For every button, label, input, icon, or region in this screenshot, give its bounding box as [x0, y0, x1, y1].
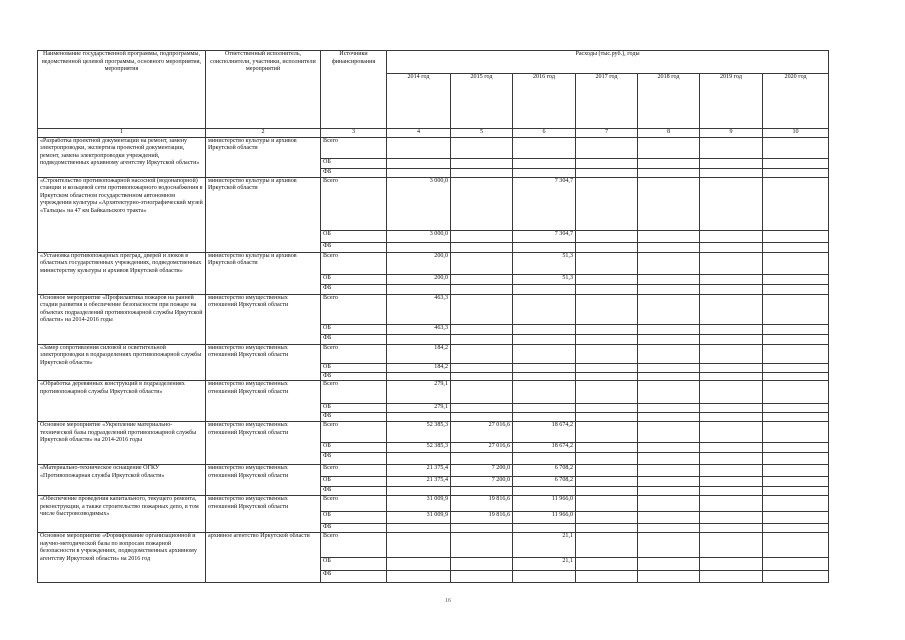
amount-cell — [700, 158, 763, 168]
amount-cell — [700, 363, 763, 372]
amount-cell: 51,3 — [513, 252, 576, 274]
amount-cell — [451, 524, 513, 533]
activity-name-cell: «Обработка деревянных конструкций в подразделениях противопожарной службы Иркутской области» — [38, 381, 206, 422]
amount-cell — [513, 524, 576, 533]
amount-cell — [387, 158, 451, 168]
activity-name-cell: «Материально-техническое оснащение ОГКУ «Противопожарная служба Иркутской области» — [38, 465, 206, 496]
amount-cell — [763, 363, 829, 372]
amount-cell — [513, 372, 576, 381]
amount-cell — [576, 477, 638, 487]
amount-cell — [576, 372, 638, 381]
amount-cell: 200,0 — [387, 274, 451, 284]
funding-source-cell: Всего — [321, 344, 387, 363]
funding-source-cell: ОБ — [321, 230, 387, 242]
header-year: 2019 год — [700, 74, 763, 129]
amount-cell — [700, 372, 763, 381]
amount-cell — [638, 274, 700, 284]
funding-source-cell: Всего — [321, 137, 387, 158]
column-number: 1 — [38, 129, 206, 138]
amount-cell — [387, 168, 451, 177]
amount-cell — [576, 274, 638, 284]
amount-cell — [451, 404, 513, 413]
column-number: 6 — [513, 129, 576, 138]
amount-cell — [451, 168, 513, 177]
funding-source-cell: ОБ — [321, 324, 387, 334]
amount-cell: 21 375,4 — [387, 477, 451, 487]
amount-cell — [763, 274, 829, 284]
amount-cell — [576, 533, 638, 558]
amount-cell — [513, 168, 576, 177]
funding-source-cell: ФБ — [321, 284, 387, 294]
amount-cell — [638, 453, 700, 465]
amount-cell — [576, 524, 638, 533]
amount-cell — [451, 158, 513, 168]
amount-cell — [513, 413, 576, 422]
amount-cell — [638, 524, 700, 533]
amount-cell — [700, 477, 763, 487]
amount-cell: 31 009,9 — [387, 512, 451, 524]
amount-cell — [763, 137, 829, 158]
amount-cell — [451, 294, 513, 324]
activity-name-cell: «Установка противопожарных преград, дверей и люков в областных государственных учреждениях, подведомственных министерству культуры и архивов Иркутской области» — [38, 252, 206, 294]
amount-cell: 463,3 — [387, 324, 451, 334]
amount-cell — [576, 158, 638, 168]
executor-cell: министерство имущественных отношений Иркутской области — [206, 294, 321, 344]
amount-cell — [576, 242, 638, 252]
table-row — [38, 381, 829, 404]
executor-cell: министерство имущественных отношений Иркутской области — [206, 465, 321, 496]
table-body — [38, 137, 829, 583]
amount-cell: 279,1 — [387, 404, 451, 413]
column-number: 8 — [638, 129, 700, 138]
amount-cell — [513, 344, 576, 363]
amount-cell: 21,1 — [513, 533, 576, 558]
amount-cell: 184,2 — [387, 363, 451, 372]
executor-cell: министерство культуры и архивов Иркутской области — [206, 252, 321, 294]
amount-cell — [763, 252, 829, 274]
amount-cell — [451, 242, 513, 252]
table-row — [38, 137, 829, 158]
amount-cell: 11 966,0 — [513, 496, 576, 512]
amount-cell — [451, 487, 513, 496]
amount-cell: 7 200,0 — [451, 465, 513, 477]
amount-cell — [638, 477, 700, 487]
funding-source-cell: ОБ — [321, 158, 387, 168]
amount-cell — [387, 372, 451, 381]
amount-cell — [451, 324, 513, 334]
amount-cell — [387, 242, 451, 252]
amount-cell — [576, 443, 638, 453]
amount-cell — [763, 334, 829, 344]
amount-cell — [513, 363, 576, 372]
funding-source-cell: Всего — [321, 465, 387, 477]
amount-cell — [700, 177, 763, 230]
amount-cell — [638, 242, 700, 252]
executor-cell: министерство имущественных отношений Иркутской области — [206, 344, 321, 381]
amount-cell: 27 016,6 — [451, 443, 513, 453]
amount-cell — [700, 324, 763, 334]
amount-cell — [638, 381, 700, 404]
amount-cell — [700, 137, 763, 158]
amount-cell: 3 000,0 — [387, 230, 451, 242]
amount-cell — [638, 465, 700, 477]
amount-cell — [763, 465, 829, 477]
amount-cell: 19 816,6 — [451, 496, 513, 512]
amount-cell — [451, 372, 513, 381]
amount-cell — [638, 177, 700, 230]
activity-name-cell: «Замер сопротивления силовой и осветительной электропроводки в подразделениях противопожарной службы Иркутской области» — [38, 344, 206, 381]
funding-source-cell: Всего — [321, 294, 387, 324]
column-numbers-row — [38, 129, 829, 138]
funding-source-cell: ОБ — [321, 404, 387, 413]
table-row — [38, 252, 829, 274]
amount-cell — [638, 512, 700, 524]
amount-cell — [638, 137, 700, 158]
amount-cell — [638, 324, 700, 334]
table-row — [38, 533, 829, 558]
funding-source-cell: Всего — [321, 496, 387, 512]
amount-cell — [513, 381, 576, 404]
funding-source-cell: ОБ — [321, 477, 387, 487]
amount-cell — [700, 533, 763, 558]
amount-cell — [700, 496, 763, 512]
amount-cell — [763, 512, 829, 524]
amount-cell — [763, 242, 829, 252]
amount-cell: 184,2 — [387, 344, 451, 363]
executor-cell: министерство культуры и архивов Иркутской области — [206, 137, 321, 177]
amount-cell — [387, 487, 451, 496]
amount-cell — [576, 487, 638, 496]
amount-cell — [700, 413, 763, 422]
amount-cell — [513, 487, 576, 496]
amount-cell — [638, 294, 700, 324]
column-number: 10 — [763, 129, 829, 138]
amount-cell — [763, 284, 829, 294]
executor-cell: министерство имущественных отношений Иркутской области — [206, 496, 321, 533]
amount-cell: 7 200,0 — [451, 477, 513, 487]
amount-cell — [763, 453, 829, 465]
amount-cell: 200,0 — [387, 252, 451, 274]
table-row — [38, 294, 829, 324]
amount-cell — [763, 404, 829, 413]
amount-cell — [700, 294, 763, 324]
amount-cell — [638, 344, 700, 363]
amount-cell — [700, 344, 763, 363]
amount-cell: 7 304,7 — [513, 177, 576, 230]
amount-cell — [513, 158, 576, 168]
amount-cell — [576, 363, 638, 372]
amount-cell — [451, 137, 513, 158]
amount-cell — [638, 363, 700, 372]
amount-cell — [451, 453, 513, 465]
funding-source-cell: ОБ — [321, 274, 387, 284]
amount-cell — [451, 413, 513, 422]
amount-cell — [763, 422, 829, 443]
amount-cell — [513, 453, 576, 465]
funding-source-cell: Всего — [321, 252, 387, 274]
amount-cell — [638, 533, 700, 558]
executor-cell: министерство имущественных отношений Иркутской области — [206, 381, 321, 422]
amount-cell — [763, 344, 829, 363]
amount-cell — [700, 274, 763, 284]
amount-cell — [638, 422, 700, 443]
funding-source-cell: ФБ — [321, 524, 387, 533]
amount-cell — [700, 422, 763, 443]
amount-cell — [513, 294, 576, 324]
amount-cell — [700, 381, 763, 404]
header-name-column: Наименование государственной программы, подпрограммы, ведомственной целевой программы, основного мероприятия, мероприятия — [38, 51, 206, 129]
amount-cell: 6 708,2 — [513, 477, 576, 487]
amount-cell — [700, 230, 763, 242]
amount-cell — [700, 558, 763, 571]
header-row — [38, 51, 829, 74]
amount-cell — [763, 487, 829, 496]
amount-cell — [451, 252, 513, 274]
amount-cell — [451, 344, 513, 363]
amount-cell — [387, 137, 451, 158]
amount-cell — [700, 404, 763, 413]
amount-cell: 21,1 — [513, 558, 576, 571]
amount-cell — [387, 571, 451, 583]
amount-cell — [387, 558, 451, 571]
amount-cell: 27 016,6 — [451, 422, 513, 443]
amount-cell — [638, 158, 700, 168]
amount-cell — [451, 533, 513, 558]
amount-cell — [576, 413, 638, 422]
amount-cell — [576, 512, 638, 524]
funding-source-cell: ФБ — [321, 571, 387, 583]
amount-cell — [387, 413, 451, 422]
header-source-column: Источники финансирования — [321, 51, 387, 129]
header-year: 2020 год — [763, 74, 829, 129]
amount-cell — [513, 324, 576, 334]
amount-cell — [576, 381, 638, 404]
funding-source-cell: ФБ — [321, 487, 387, 496]
amount-cell — [763, 177, 829, 230]
amount-cell — [576, 496, 638, 512]
amount-cell — [700, 512, 763, 524]
amount-cell: 463,3 — [387, 294, 451, 324]
amount-cell — [763, 294, 829, 324]
amount-cell — [387, 284, 451, 294]
amount-cell — [763, 558, 829, 571]
amount-cell — [638, 230, 700, 242]
amount-cell — [451, 334, 513, 344]
amount-cell — [763, 381, 829, 404]
amount-cell — [700, 453, 763, 465]
amount-cell — [576, 344, 638, 363]
header-year: 2018 год — [638, 74, 700, 129]
amount-cell — [763, 324, 829, 334]
amount-cell — [576, 404, 638, 413]
amount-cell: 18 674,2 — [513, 443, 576, 453]
amount-cell — [451, 274, 513, 284]
amount-cell — [638, 487, 700, 496]
table-row — [38, 344, 829, 363]
funding-source-cell: ФБ — [321, 168, 387, 177]
amount-cell — [700, 284, 763, 294]
activity-name-cell: «Разработка проектной документации на ремонт, замену электропроводки, экспертиза проектной документации, ремонт, замена электропроводки учреждений, подведомственных архивному агентству Иркутской области» — [38, 137, 206, 177]
amount-cell — [638, 252, 700, 274]
amount-cell — [576, 422, 638, 443]
amount-cell — [700, 571, 763, 583]
amount-cell — [576, 252, 638, 274]
amount-cell — [576, 168, 638, 177]
activity-name-cell: «Обеспечение проведения капитального, текущего ремонта, реконструкции, а также строительство пожарных депо, в том числе быстровозводимых» — [38, 496, 206, 533]
amount-cell — [576, 334, 638, 344]
funding-source-cell: ФБ — [321, 372, 387, 381]
amount-cell: 7 304,7 — [513, 230, 576, 242]
header-year: 2014 год — [387, 74, 451, 129]
amount-cell — [576, 558, 638, 571]
executor-cell: архивное агентство Иркутской области — [206, 533, 321, 583]
funding-source-cell: ОБ — [321, 558, 387, 571]
amount-cell — [638, 372, 700, 381]
amount-cell — [763, 477, 829, 487]
column-number: 2 — [206, 129, 321, 138]
funding-source-cell: ФБ — [321, 413, 387, 422]
amount-cell — [763, 533, 829, 558]
table-row — [38, 177, 829, 230]
funding-source-cell: Всего — [321, 177, 387, 230]
funding-source-cell: Всего — [321, 533, 387, 558]
amount-cell — [513, 571, 576, 583]
amount-cell — [576, 324, 638, 334]
column-number: 5 — [451, 129, 513, 138]
header-year: 2016 год — [513, 74, 576, 129]
amount-cell — [451, 571, 513, 583]
amount-cell — [700, 465, 763, 477]
executor-cell: министерство культуры и архивов Иркутской области — [206, 177, 321, 252]
amount-cell: 31 009,9 — [387, 496, 451, 512]
table-row — [38, 496, 829, 512]
amount-cell: 21 375,4 — [387, 465, 451, 477]
amount-cell — [638, 334, 700, 344]
amount-cell — [387, 524, 451, 533]
amount-cell — [700, 443, 763, 453]
amount-cell: 6 708,2 — [513, 465, 576, 477]
amount-cell — [638, 404, 700, 413]
table-row — [38, 465, 829, 477]
amount-cell — [763, 443, 829, 453]
amount-cell — [763, 372, 829, 381]
amount-cell — [451, 230, 513, 242]
amount-cell — [451, 558, 513, 571]
funding-source-cell: ФБ — [321, 334, 387, 344]
funding-source-cell: ОБ — [321, 512, 387, 524]
activity-name-cell: «Строительство противопожарной насосной (водонапорной) станции и козьцевой сети противопожарного водоснабжения в Иркутском областном государственном автономном учреждении культуры «Архитектурно-этнографический музей «Тальцы» на 47 км Байкальского тракта» — [38, 177, 206, 252]
column-number: 4 — [387, 129, 451, 138]
funding-source-cell: ОБ — [321, 443, 387, 453]
amount-cell: 19 816,6 — [451, 512, 513, 524]
amount-cell — [700, 252, 763, 274]
amount-cell — [451, 284, 513, 294]
amount-cell — [576, 294, 638, 324]
column-number: 3 — [321, 129, 387, 138]
amount-cell — [576, 465, 638, 477]
amount-cell — [763, 168, 829, 177]
funding-source-cell: ОБ — [321, 363, 387, 372]
header-year: 2015 год — [451, 74, 513, 129]
amount-cell: 3 000,0 — [387, 177, 451, 230]
amount-cell — [700, 524, 763, 533]
amount-cell — [763, 496, 829, 512]
column-number: 7 — [576, 129, 638, 138]
header-expenses-group: Расходы (тыс.руб.), годы — [387, 51, 829, 74]
funding-source-cell: ФБ — [321, 242, 387, 252]
amount-cell — [638, 571, 700, 583]
amount-cell — [763, 571, 829, 583]
amount-cell — [638, 168, 700, 177]
amount-cell: 18 674,2 — [513, 422, 576, 443]
amount-cell — [576, 284, 638, 294]
activity-name-cell: Основное мероприятие «Формирование организационной и научно-методической базы по вопросам пожарной безопасности в учреждениях, подведомственных архивному агентству Иркутской области» на 2016 год — [38, 533, 206, 583]
amount-cell — [451, 177, 513, 230]
amount-cell — [387, 533, 451, 558]
activity-name-cell: Основное мероприятие «Профилактика пожаров на ранней стадии развития и обеспечение безопасности при пожаре на объектах подразделений противопожарной службы Иркутской области» на 2014-2016 годы — [38, 294, 206, 344]
amount-cell — [513, 242, 576, 252]
amount-cell — [763, 413, 829, 422]
page-number: 16 — [445, 598, 451, 604]
amount-cell — [576, 230, 638, 242]
header-executor-column: Ответственный исполнитель, соисполнители, участники, исполнители мероприятий — [206, 51, 321, 129]
funding-source-cell: ФБ — [321, 453, 387, 465]
amount-cell: 52 385,3 — [387, 422, 451, 443]
amount-cell: 51,3 — [513, 274, 576, 284]
amount-cell — [763, 524, 829, 533]
amount-cell: 279,1 — [387, 381, 451, 404]
amount-cell — [576, 453, 638, 465]
amount-cell — [576, 137, 638, 158]
executor-cell: министерство имущественных отношений Иркутской области — [206, 422, 321, 465]
funding-source-cell: Всего — [321, 381, 387, 404]
amount-cell — [576, 571, 638, 583]
amount-cell — [763, 158, 829, 168]
funding-source-cell: Всего — [321, 422, 387, 443]
amount-cell — [638, 443, 700, 453]
amount-cell — [700, 168, 763, 177]
column-number: 9 — [700, 129, 763, 138]
amount-cell: 52 385,3 — [387, 443, 451, 453]
table-row — [38, 422, 829, 443]
amount-cell — [700, 242, 763, 252]
amount-cell — [451, 381, 513, 404]
amount-cell — [763, 230, 829, 242]
amount-cell — [513, 404, 576, 413]
amount-cell — [513, 284, 576, 294]
amount-cell — [387, 334, 451, 344]
amount-cell — [513, 137, 576, 158]
amount-cell — [638, 413, 700, 422]
amount-cell — [700, 334, 763, 344]
amount-cell: 11 966,0 — [513, 512, 576, 524]
amount-cell — [638, 284, 700, 294]
header-year: 2017 год — [576, 74, 638, 129]
amount-cell — [576, 177, 638, 230]
amount-cell — [700, 487, 763, 496]
budget-table — [37, 50, 829, 583]
amount-cell — [451, 363, 513, 372]
amount-cell — [638, 496, 700, 512]
amount-cell — [638, 558, 700, 571]
amount-cell — [513, 334, 576, 344]
amount-cell — [387, 453, 451, 465]
activity-name-cell: Основное мероприятие «Укрепление материально-технической базы подразделений противопожарной службы Иркутской области» на 2014-2016 годы — [38, 422, 206, 465]
